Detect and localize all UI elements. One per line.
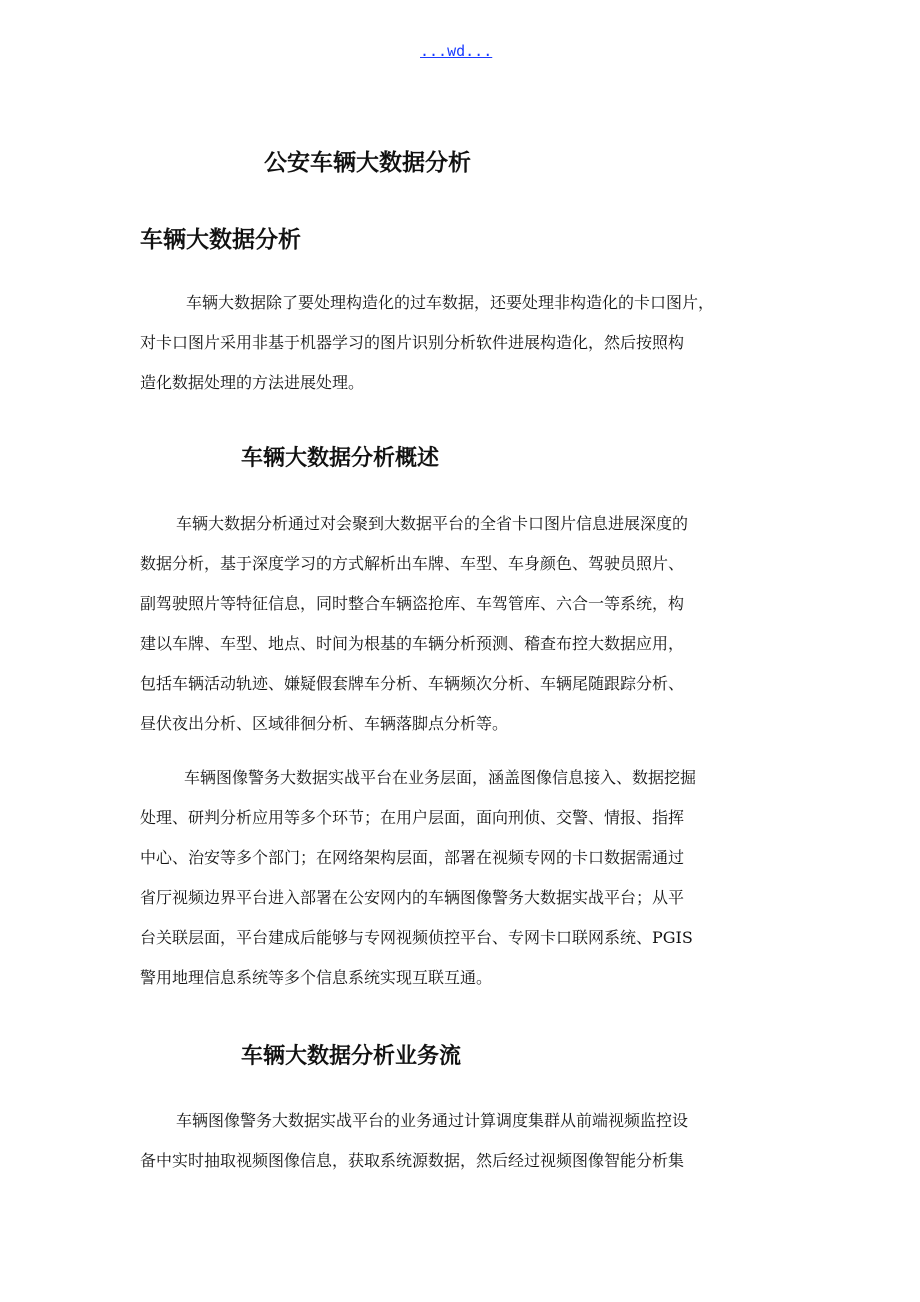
text-line: 包括车辆活动轨迹、嫌疑假套牌车分析、车辆频次分析、车辆尾随跟踪分析、 [140, 674, 685, 693]
section-heading-overview: 车辆大数据分析概述 [241, 446, 440, 471]
text-line: 副驾驶照片等特征信息，同时整合车辆盗抢库、车驾管库、六合一等系统，构 [140, 594, 685, 613]
section1-paragraph [140, 283, 714, 403]
text-line: 备中实时抽取视频图像信息，获取系统源数据，然后经过视频图像智能分析集 [140, 1151, 685, 1170]
text-line: 数据分析，基于深度学习的方式解析出车牌、车型、车身颜色、驾驶员照片、 [140, 554, 685, 573]
section3-paragraph [140, 1101, 688, 1181]
section-heading-business-flow: 车辆大数据分析业务流 [241, 1044, 462, 1069]
header-mark: ...wd... [420, 42, 493, 60]
text-line: 台关联层面，平台建成后能够与专网视频侦控平台、专网卡口联网系统、PGIS [140, 928, 693, 947]
section-heading-overview-main: 车辆大数据分析 [140, 227, 301, 253]
section2-paragraph-2 [140, 758, 696, 998]
text-line: 车辆大数据除了要处理构造化的过车数据，还要处理非构造化的卡口图片， [186, 293, 715, 312]
document-title: 公安车辆大数据分析 [264, 150, 471, 176]
text-line: 昼伏夜出分析、区域徘徊分析、车辆落脚点分析等。 [140, 714, 509, 733]
text-line: 省厅视频边界平台进入部署在公安网内的车辆图像警务大数据实战平台；从平 [140, 888, 685, 907]
text-line: 车辆大数据分析通过对会聚到大数据平台的全省卡口图片信息进展深度的 [176, 514, 689, 533]
text-line: 建以车牌、车型、地点、时间为根基的车辆分析预测、稽查布控大数据应用， [140, 634, 685, 653]
section2-paragraph-1 [140, 504, 688, 744]
text-line: 车辆图像警务大数据实战平台的业务通过计算调度集群从前端视频监控设 [176, 1111, 689, 1130]
text-line: 对卡口图片采用非基于机器学习的图片识别分析软件进展构造化，然后按照构 [140, 333, 685, 352]
text-line: 警用地理信息系统等多个信息系统实现互联互通。 [140, 968, 493, 987]
text-line: 中心、治安等多个部门；在网络架构层面，部署在视频专网的卡口数据需通过 [140, 848, 685, 867]
text-line: 处理、研判分析应用等多个环节；在用户层面，面向刑侦、交警、情报、指挥 [140, 808, 685, 827]
text-line: 车辆图像警务大数据实战平台在业务层面，涵盖图像信息接入、数据挖掘 [184, 768, 697, 787]
text-line: 造化数据处理的方法进展处理。 [140, 373, 365, 392]
